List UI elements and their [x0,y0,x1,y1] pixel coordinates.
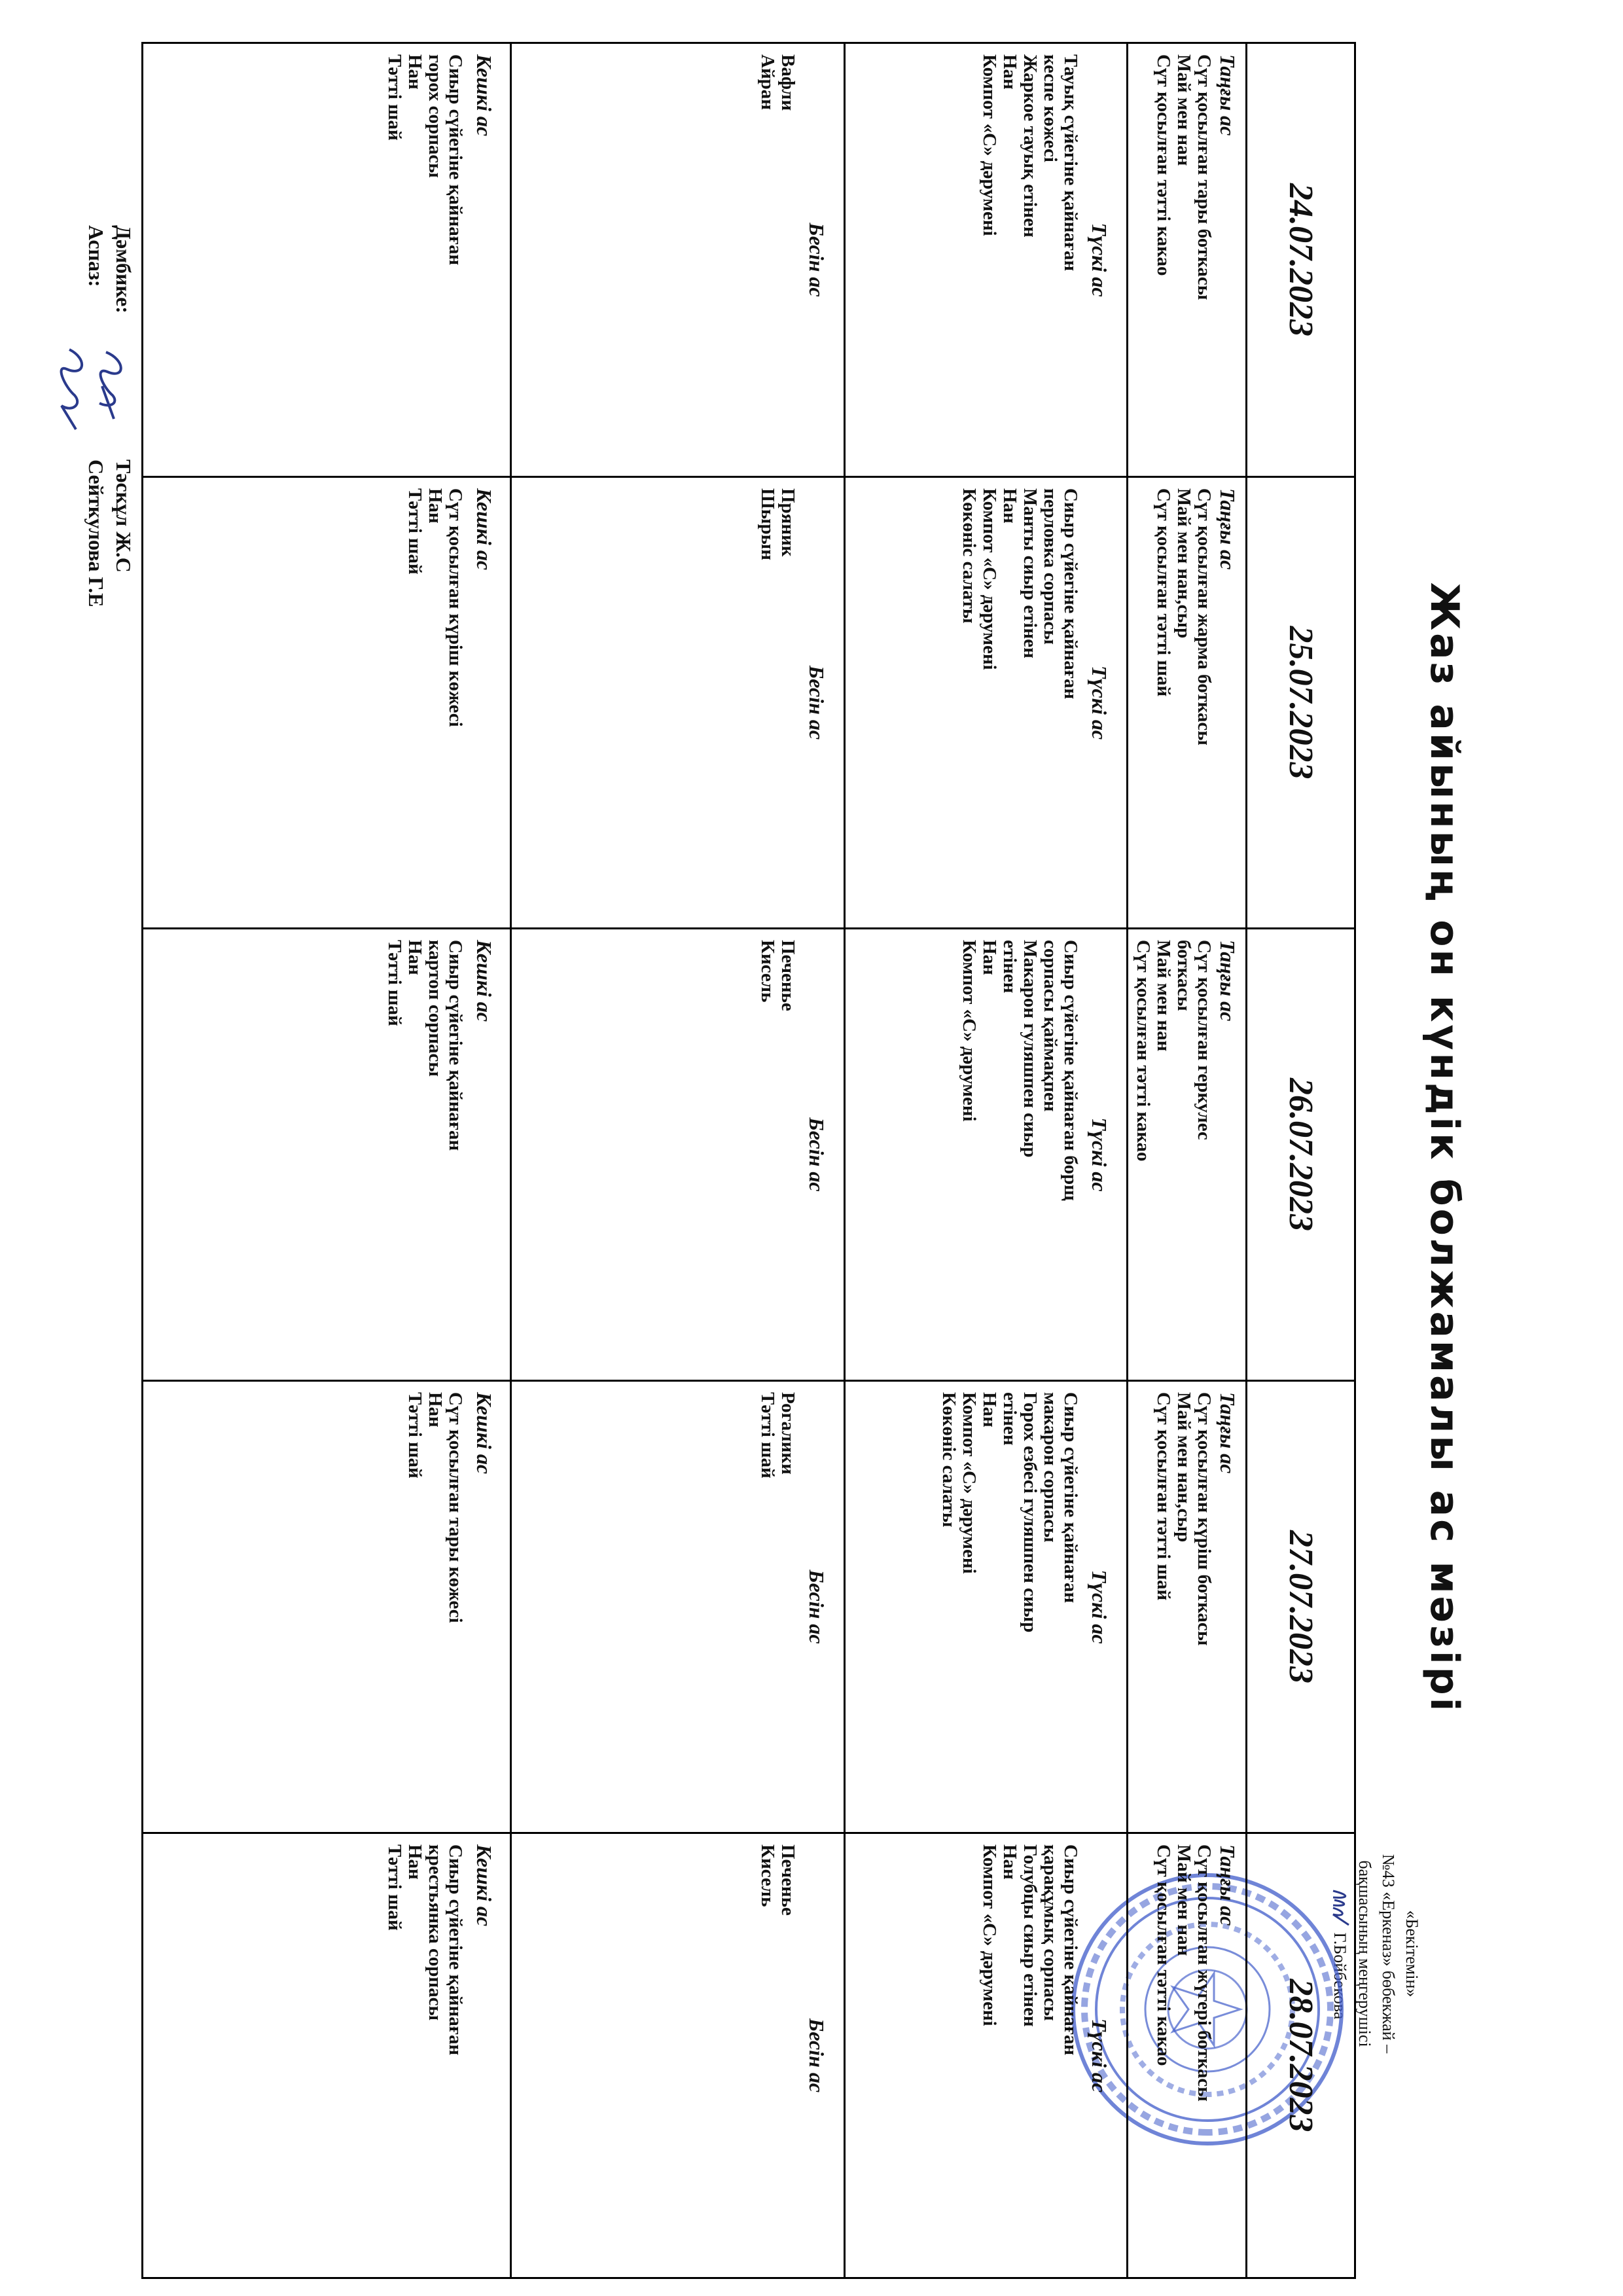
dish-item: Май мен нан [1173,54,1194,166]
meal-heading: Бесін ас [805,665,829,740]
meal-heading: Кешкі ас [473,488,496,571]
day-date: 24.07.2023 [1245,44,1354,476]
meal-heading: Кешкі ас [473,1844,496,1927]
meal-heading: Бесін ас [805,223,829,297]
breakfast-section [1126,1834,1245,2277]
dish-list [1153,54,1214,465]
dish-item: Рогалики [777,1392,798,1475]
dish-list [959,488,1080,917]
dish-item: макарон сорпасы [1040,1392,1061,1543]
day-column [143,929,1354,1382]
meal-heading: Түскі ас [1088,223,1111,297]
dish-item: Нан [999,54,1020,90]
dish-item: Сиыр сүйегіне қайнаған [445,1844,466,2056]
dish-item: Нан [404,1844,425,1880]
dish-item: Жаркое тауық етінен [1020,54,1041,238]
dish-item: Тауық сүйегіне қайнаған [1060,54,1081,272]
snack-section [510,44,844,476]
dinner-section [143,1382,510,1832]
dish-item: Вафли [777,54,798,111]
menu-table [141,42,1356,2279]
dish-item: Тәтті шай [384,1844,405,1931]
dish-item: Сиыр сүйегіне қайнаған [1060,1844,1081,2056]
dish-list [384,940,465,1369]
day-column [143,478,1354,929]
approval-line: №43 «Еркеназ» бөбекжай – [1379,1854,1398,2054]
dish-item: Сүт қосылған тәтті какао [1153,1844,1174,2066]
meal-heading: Таңғы ас [1216,940,1240,1022]
meal-heading: Кешкі ас [473,54,496,137]
dish-item: Компот «С» дәрумені [979,488,1000,670]
day-column [143,44,1354,478]
meal-heading: Түскі ас [1088,665,1111,740]
dish-item: перловка сорпасы [1040,488,1061,645]
dish-item: Кисель [757,940,778,1003]
dish-item: Көкөніс салаты [938,1392,959,1528]
dish-item: Компот «С» дәрумені [979,1844,1000,2026]
dish-list [757,54,798,465]
dish-list [1153,1392,1214,1821]
dish-item: Кисель [757,1844,778,1907]
page-title: Жаз айының он күндік болжамалы ас мәзірі [1421,582,1467,1714]
signature-labels [82,225,137,314]
dish-item: горох сорпасы [425,54,446,178]
dish-list [1133,940,1214,1369]
dish-item: Тәтті шай [384,54,405,141]
snack-section [510,1382,844,1832]
dish-list [384,54,465,465]
dish-item: Май мен нан [1173,1844,1194,1956]
day-column [143,1834,1354,2277]
dish-item: Нан [404,940,425,975]
dish-item: Манты сиыр етінен [1020,488,1041,658]
dish-item: Тәтті шай [404,1392,425,1479]
meal-heading: Бесін ас [805,2018,829,2093]
dish-item: Сиыр сүйегіне қайнаған [1060,488,1081,700]
day-date: 25.07.2023 [1245,478,1354,927]
dish-item: Шырын [757,488,778,560]
dinner-section [143,478,510,927]
signature-icon [47,340,132,439]
dish-item: Май мен нан [1153,940,1174,1052]
dish-item: Көкөніс салаты [959,488,980,624]
dish-item: етінен [999,940,1020,994]
dish-item: Печенье [777,940,798,1011]
dish-item: крестьянка сорпасы [425,1844,446,2021]
meal-heading: Түскі ас [1088,1117,1111,1192]
meal-heading: Таңғы ас [1216,488,1240,570]
breakfast-section [1126,44,1245,476]
dish-item: Сүт қосылған тары көжесі [445,1392,466,1623]
breakfast-section [1126,1382,1245,1832]
dish-item: Айран [757,54,778,110]
dish-item: Сүт қосылған тәтті какао [1133,940,1154,1162]
dish-item: Печенье [777,1844,798,1916]
dish-item: етінен [999,1392,1020,1446]
dish-list [384,1844,465,2267]
approval-line: «Бекітемін» [1402,1910,1421,1998]
dish-item: Нан [404,54,425,90]
day-date: 26.07.2023 [1245,929,1354,1380]
signature-names [82,459,137,607]
meal-heading: Таңғы ас [1216,54,1240,136]
dish-item: Сиыр сүйегіне қайнаған борщ [1060,940,1081,1201]
snack-section [510,1834,844,2277]
dish-item: картоп сорпасы [425,940,446,1077]
dish-item: Нан [999,488,1020,524]
dinner-section [143,44,510,476]
dish-item: Горох езбесі гуляшпен сиыр [1020,1392,1041,1633]
dish-item: Сиыр сүйегіне қайнаған [445,54,466,266]
dish-item: Сүт қосылған геркулес [1194,940,1215,1140]
dish-list [404,1392,465,1821]
dietitian-label: Дәмбике: [112,225,135,314]
dish-list [979,1844,1080,2267]
dish-list [757,1392,798,1821]
dish-item: боткасы [1173,940,1194,1011]
meal-heading: Кешкі ас [473,1392,496,1475]
dish-list [757,488,798,917]
dish-item: Пряник [777,488,798,557]
dish-item: Сүт қосылған тәтті какао [1153,54,1174,276]
snack-section [510,929,844,1380]
dinner-section [143,1834,510,2277]
dish-item: Сүт қосылған тары боткасы [1194,54,1215,300]
dish-item: Нан [979,940,1000,975]
meal-heading: Таңғы ас [1216,1844,1240,1926]
cook-label: Аспаз: [84,225,108,287]
lunch-section [844,1834,1126,2277]
dish-item: Нан [425,1392,446,1427]
lunch-section [844,478,1126,927]
day-column [143,1382,1354,1834]
meal-heading: Бесін ас [805,1570,829,1644]
dish-item: Май мен нан,сыр [1173,488,1194,639]
dish-list [938,1392,1080,1821]
cook-name: Сейткулова Г.Е [84,459,108,607]
meal-heading: Кешкі ас [473,940,496,1022]
dish-item: сорпасы қаймақпен [1040,940,1061,1112]
dish-item: Макарон гуляшпен сиыр [1020,940,1041,1158]
dish-item: Сүт қосылған жүгері боткасы [1194,1844,1215,2102]
dish-list [979,54,1080,465]
approval-line: бақшасының меңгерушісі [1355,1860,1374,2047]
dish-item: Сүт қосылған тәтті шай [1153,488,1174,697]
dish-item: Компот «С» дәрумені [959,1392,980,1574]
dish-item: Тәтті шай [404,488,425,575]
breakfast-section [1126,929,1245,1380]
meal-heading: Түскі ас [1088,2018,1111,2093]
dinner-section [143,929,510,1380]
dish-list [1153,1844,1214,2267]
dish-item: Голубцы сиыр етінен [1020,1844,1041,2027]
dish-item: Сүт қосылған жарма боткасы [1194,488,1215,745]
dish-item: Сиыр сүйегіне қайнаған [1060,1392,1081,1604]
lunch-section [844,44,1126,476]
dish-item: Нан [979,1392,1000,1427]
dish-item: Сүт қосылған күріш боткасы [1194,1392,1215,1646]
dietitian-name: Тәскұл Ж.С [112,459,135,573]
dish-list [757,940,798,1369]
lunch-section [844,1382,1126,1832]
dish-list [959,940,1080,1369]
dish-item: Нан [425,488,446,524]
dish-item: Сүт қосылған тәтті шай [1153,1392,1174,1601]
dish-item: кеспе көжесі [1040,54,1061,162]
dish-list [404,488,465,917]
dish-item: Сүт қосылған күріш көжесі [445,488,466,727]
dish-list [1153,488,1214,917]
day-date: 28.07.2023 [1245,1834,1354,2277]
approval-line: Г.Бойбекова [1330,1932,1349,2020]
dish-item: Май мен нан,сыр [1173,1392,1194,1543]
lunch-section [844,929,1126,1380]
snack-section [510,478,844,927]
meal-heading: Таңғы ас [1216,1392,1240,1474]
dish-item: Тәтті шай [384,940,405,1026]
dish-list [757,1844,798,2267]
breakfast-section [1126,478,1245,927]
dish-item: қарақұмық сорпасы [1040,1844,1061,2021]
dish-item: Сиыр сүйегіне қайнаған [445,940,466,1151]
dish-item: Компот «С» дәрумені [979,54,1000,236]
dish-item: Компот «С» дәрумені [959,940,980,1122]
dish-item: Тәтті шай [757,1392,778,1479]
meal-heading: Түскі ас [1088,1570,1111,1644]
dish-item: Нан [999,1844,1020,1880]
meal-heading: Бесін ас [805,1117,829,1192]
day-date: 27.07.2023 [1245,1382,1354,1832]
